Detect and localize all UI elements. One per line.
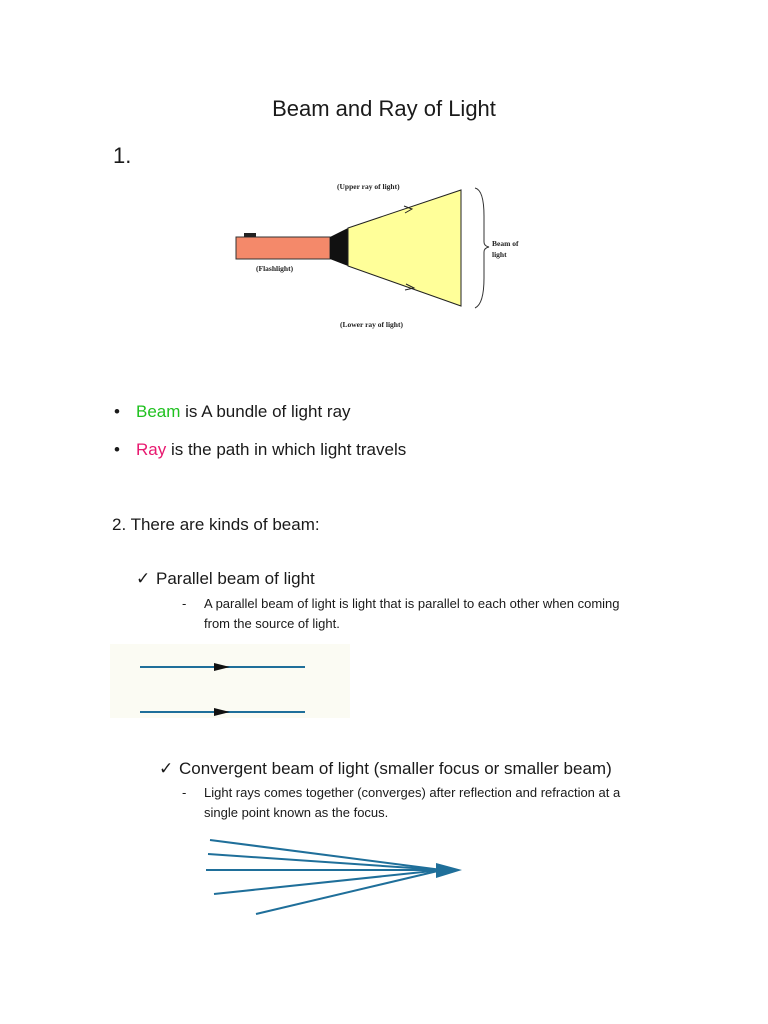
ray-term: Ray bbox=[136, 440, 167, 459]
convergent-desc-line2: single point known as the focus. bbox=[204, 805, 389, 820]
convergent-beam-title: Convergent beam of light (smaller focus or smaller beam) bbox=[179, 759, 612, 778]
flashlight-label: (Flashlight) bbox=[256, 264, 294, 273]
bullet-ray bbox=[114, 440, 406, 460]
page-title: Beam and Ray of Light bbox=[272, 96, 496, 121]
flashlight-body bbox=[236, 237, 330, 259]
beam-label-line2: light bbox=[492, 250, 507, 259]
beam-brace bbox=[475, 188, 489, 308]
flashlight-beam-diagram bbox=[230, 176, 530, 336]
flashlight-head bbox=[330, 228, 348, 266]
beam-cone bbox=[348, 190, 461, 306]
convergent-ray-1 bbox=[210, 840, 442, 870]
dash-marker: - bbox=[182, 596, 187, 611]
parallel-rays-diagram bbox=[110, 644, 350, 718]
checkmark-icon: ✓ bbox=[136, 569, 151, 588]
flashlight-switch bbox=[244, 233, 256, 237]
beam-definition: is A bundle of light ray bbox=[180, 402, 351, 421]
focus-arrow-icon bbox=[436, 863, 462, 878]
convergent-beam-description bbox=[182, 783, 702, 823]
convergent-ray-2 bbox=[208, 854, 442, 870]
parallel-beam-heading bbox=[136, 569, 315, 589]
parallel-beam-description bbox=[182, 594, 682, 634]
bullet-dot: • bbox=[114, 402, 120, 421]
beam-term: Beam bbox=[136, 402, 181, 421]
upper-ray-label: (Upper ray of light) bbox=[337, 182, 400, 191]
lower-ray-label: (Lower ray of light) bbox=[340, 320, 403, 329]
ray-definition: is the path in which light travels bbox=[166, 440, 407, 459]
section-2-heading: 2. There are kinds of beam: bbox=[112, 515, 320, 534]
convergent-rays-diagram bbox=[200, 836, 470, 920]
dash-marker: - bbox=[182, 785, 187, 800]
convergent-ray-5 bbox=[256, 870, 442, 914]
parallel-desc-line2: from the source of light. bbox=[204, 616, 340, 631]
bullet-dot: • bbox=[114, 440, 120, 459]
section-1-number: 1. bbox=[113, 143, 132, 168]
convergent-ray-4 bbox=[214, 870, 442, 894]
diagram-background bbox=[110, 644, 350, 718]
bullet-beam bbox=[114, 402, 351, 422]
convergent-desc-line1: Light rays comes together (converges) after reflection and refraction at a bbox=[204, 785, 621, 800]
parallel-beam-title: Parallel beam of light bbox=[156, 569, 315, 588]
convergent-beam-heading bbox=[159, 759, 612, 779]
checkmark-icon: ✓ bbox=[159, 759, 174, 778]
beam-label-line1: Beam of bbox=[492, 239, 519, 248]
parallel-desc-line1: A parallel beam of light is light that is parallel to each other when coming bbox=[204, 596, 620, 611]
